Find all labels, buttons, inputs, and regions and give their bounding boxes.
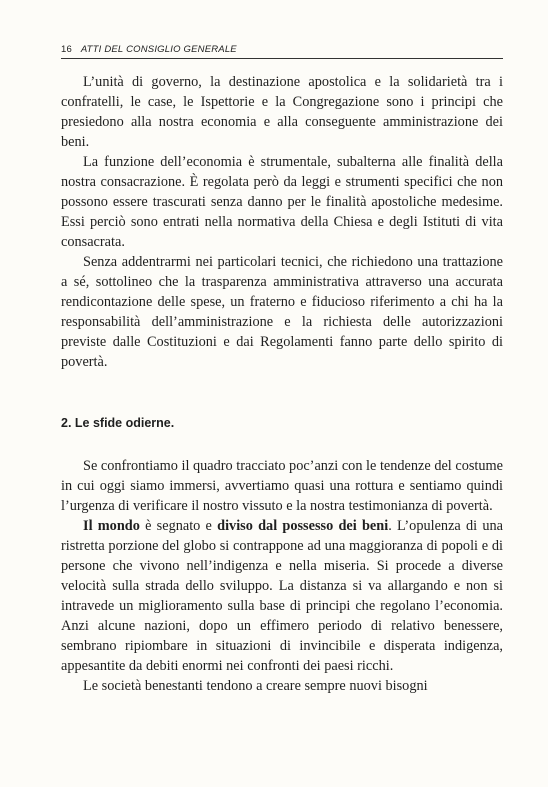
paragraph-text: . L’opulenza di una ristretta porzione del globo si contrappone ad una maggioranza di popoli e di persone che vivono nell’indigenza e nella miseria. Si procede a diverse velocità sulla strada dello sviluppo. La distanza si va allargando e non si intravede un miglioramento sulla base di principi che regolano l’economia. Anzi alcune nazioni, dopo un effimero periodo di relativo benessere, sembrano ripiombare in situazioni di invincibile e disperata indigenza, appesantite da debiti enormi nei confronti dei paesi ricchi. bbox=[61, 518, 503, 674]
bold-phrase: Il mondo bbox=[83, 518, 140, 534]
body-paragraph: Senza addentrarmi nei particolari tecnici, che richiedono una trattazione a sé, sottolineo che la trasparenza amministrativa attraverso una accurata rendicontazione delle spese, un fraterno e fiducioso riferimento a chi ha la responsabilità dell’amministrazione e la richiesta delle autorizzazioni previste dalle Costituzioni e dai Regolamenti fanno parte dello spirito di povertà. bbox=[61, 254, 503, 370]
body-paragraph: L’unità di governo, la destinazione apostolica e la solidarietà tra i confratelli, le case, le Ispettorie e la Congregazione sono i principi che presiedono alla nostra economia e alla conseguente amministrazione dei beni. bbox=[61, 74, 503, 150]
section-heading: 2. Le sfide odierne. bbox=[61, 416, 175, 430]
body-paragraph bbox=[61, 516, 503, 676]
page-number: 16 bbox=[61, 44, 72, 55]
running-title: ATTI DEL CONSIGLIO GENERALE bbox=[80, 44, 237, 55]
bold-phrase: diviso dal possesso dei beni bbox=[217, 518, 389, 534]
body-paragraph: Le società benestanti tendono a creare sempre nuovi bisogni bbox=[83, 678, 428, 694]
body-paragraph: La funzione dell’economia è strumentale, subalterna alle finalità della nostra consacrazione. È regolata però da leggi e strumenti specifici che non possono essere trascurati senza danno per le finalità apostoliche medesime. Essi perciò sono entrati nella normativa della Chiesa e degli Istituti di vita consacrata. bbox=[61, 154, 503, 250]
page-body bbox=[61, 72, 503, 696]
running-header bbox=[61, 44, 503, 59]
body-paragraph: Se confrontiamo il quadro tracciato poc’anzi con le tendenze del costume in cui oggi siamo immersi, avvertiamo quasi una rottura e sentiamo quindi l’urgenza di verificare il nostro vissuto e la nostra testimonianza di povertà. bbox=[61, 458, 503, 514]
paragraph-text: è segnato e bbox=[139, 518, 218, 534]
